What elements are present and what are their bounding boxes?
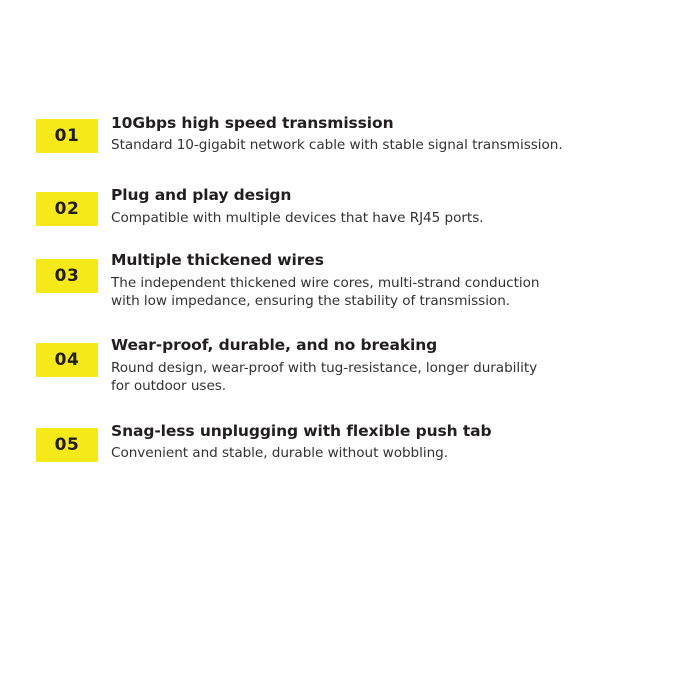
feature-title: Multiple thickened wires	[111, 251, 324, 270]
feature-number-badge: 02	[36, 192, 98, 226]
feature-description-line-1: Convenient and stable, durable without wobbling.	[111, 445, 448, 462]
feature-number-badge: 03	[36, 259, 98, 293]
feature-description-line-2: for outdoor uses.	[111, 378, 227, 395]
feature-title: Plug and play design	[111, 186, 292, 205]
feature-description-line-2: with low impedance, ensuring the stability of transmission.	[111, 293, 511, 310]
feature-item	[0, 251, 700, 311]
feature-text-block	[111, 251, 539, 311]
feature-list	[0, 114, 700, 463]
feature-description	[111, 209, 484, 228]
feature-description-line-1: Standard 10-gigabit network cable with stable signal transmission.	[111, 137, 563, 154]
feature-item	[0, 336, 700, 396]
feature-text-block	[111, 114, 563, 155]
feature-number-badge: 01	[36, 119, 98, 153]
feature-number-badge: 04	[36, 343, 98, 377]
feature-text-block	[111, 422, 492, 463]
feature-description	[111, 136, 563, 155]
feature-description	[111, 359, 537, 397]
feature-title: Snag-less unplugging with flexible push tab	[111, 422, 492, 440]
feature-text-block	[111, 186, 484, 227]
feature-item	[0, 186, 700, 227]
feature-text-block	[111, 336, 537, 396]
feature-title: 10Gbps high speed transmission	[111, 114, 394, 132]
feature-description-line-1: Round design, wear-proof with tug-resistance, longer durability	[111, 359, 538, 376]
feature-description	[111, 444, 492, 463]
feature-description-line-1: The independent thickened wire cores, multi-strand conduction	[111, 274, 540, 291]
feature-number-badge: 05	[36, 428, 98, 462]
feature-item	[0, 422, 700, 463]
feature-title: Wear-proof, durable, and no breaking	[111, 336, 438, 355]
feature-item	[0, 114, 700, 155]
feature-description	[111, 274, 539, 312]
feature-description-line-1: Compatible with multiple devices that have RJ45 ports.	[111, 209, 484, 226]
